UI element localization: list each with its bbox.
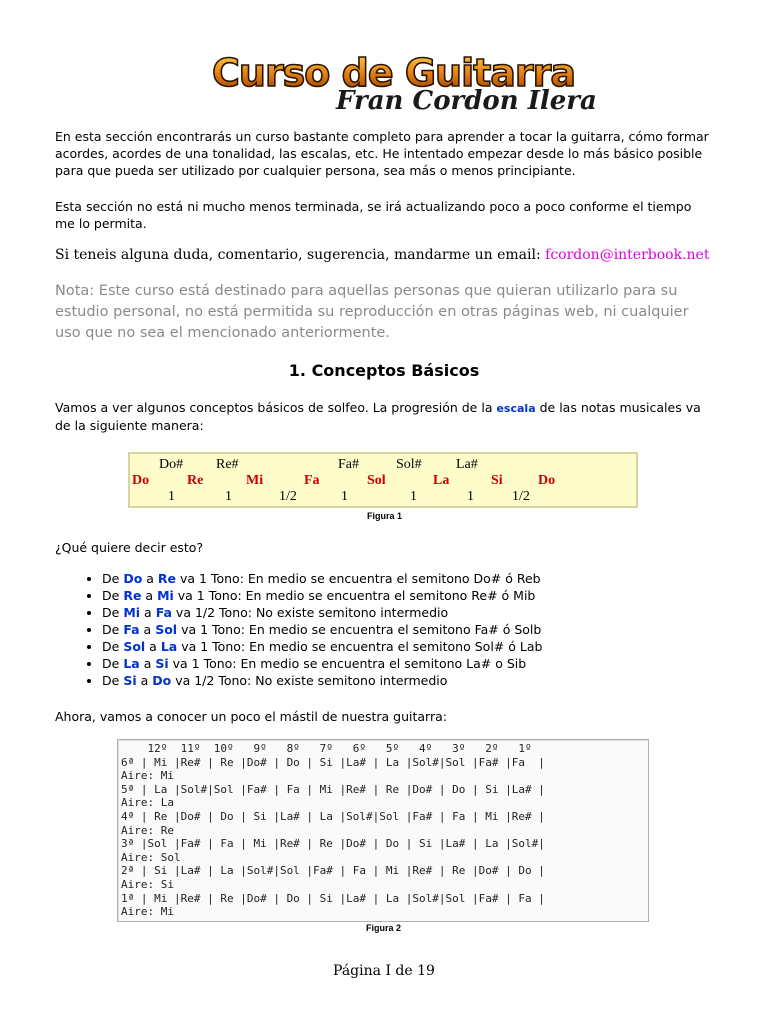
scale-table xyxy=(128,452,638,508)
natural-note: Fa xyxy=(304,473,320,488)
intro-paragraph-1: En esta sección encontrarás un curso bastante completo para aprender a tocar la guitarra, cómo formar acordes, acordes de una tonalidad, las escalas, etc. He intentado empezar desde lo más básico posible para que pueda ser utilizado por cualquier persona, sea más o menos principiante. xyxy=(55,129,709,178)
logo-title: Curso de Guitarra xyxy=(212,51,576,95)
usage-note: Nota: Este curso está destinado para aquellas personas que quieran utilizarlo para su estudio personal, no está permitida su reproducción en otras páginas web, ni cualquier uso que no sea el mencionado anteriormente. xyxy=(55,283,689,341)
fretboard-text xyxy=(118,740,648,919)
sharp-note: Do# xyxy=(159,457,184,472)
figure-2-caption: Figura 2 xyxy=(366,923,402,933)
section-title: 1. Conceptos Básicos xyxy=(288,361,480,380)
fret-header: 12º 11º 10º 9º 8º 7º 6º 5º 4º 3º 2º 1º xyxy=(121,742,532,755)
string-6: 6ª | Mi |Re# | Re |Do# | Do | Si |La# | La |Sol#|Sol |Fa# |Fa | xyxy=(121,755,545,769)
fretboard-diagram xyxy=(117,739,649,922)
open-string-5: Aire: La xyxy=(121,796,174,810)
sharp-note: Fa# xyxy=(338,457,359,472)
question: ¿Qué quiere decir esto? xyxy=(55,540,204,555)
interval-value: 1 xyxy=(467,489,474,504)
interval-value: 1 xyxy=(410,489,417,504)
list-item: • De Si a Do va 1/2 Tono: No existe semitono intermedio xyxy=(102,672,542,689)
interval-value: 1 xyxy=(225,489,232,504)
list-item: • De Sol a La va 1 Tono: En medio se encuentra el semitono Sol# ó Lab xyxy=(102,638,542,655)
list-item: • De Do a Re va 1 Tono: En medio se encuentra el semitono Do# ó Reb xyxy=(102,570,542,587)
logo-author: Fran Cordon Ilera xyxy=(336,86,597,116)
contact-text: Si teneis alguna duda, comentario, sugerencia, mandarme un email: xyxy=(55,247,541,263)
string-5: 5ª | La |Sol#|Sol |Fa# | Fa | Mi |Re# | Re |Do# | Do | Si |La# | xyxy=(121,782,545,796)
contact-line xyxy=(55,247,715,264)
section-intro-text-2: de las notas musicales va de la siguiente manera: xyxy=(55,400,701,433)
section-intro xyxy=(55,399,715,434)
interval-explanations xyxy=(72,570,542,689)
open-string-1: Aire: Mi xyxy=(121,905,174,919)
natural-note: Do xyxy=(132,473,150,488)
email-link[interactable]: fcordon@interbook.net xyxy=(545,247,710,263)
interval-value: 1/2 xyxy=(512,489,530,504)
fretboard-intro: Ahora, vamos a conocer un poco el mástil de nuestra guitarra: xyxy=(55,709,447,724)
string-4: 4ª | Re |Do# | Do | Si |La# | La |Sol#|Sol |Fa# | Fa | Mi |Re# | xyxy=(121,809,545,823)
interval-value: 1 xyxy=(341,489,348,504)
list-item: • De Re a Mi va 1 Tono: En medio se encuentra el semitono Re# ó Mib xyxy=(102,587,542,604)
sharp-note: La# xyxy=(456,457,478,472)
section-intro-text: Vamos a ver algunos conceptos básicos de solfeo. La progresión de la xyxy=(55,400,493,415)
escala-link[interactable]: escala xyxy=(496,402,536,415)
sharp-note: Sol# xyxy=(396,457,422,472)
open-string-2: Aire: Si xyxy=(121,877,174,891)
page-number: Página I de 19 xyxy=(333,963,435,979)
intro-paragraph-2: Esta sección no está ni mucho menos terminada, se irá actualizando poco a poco conforme el tiempo me lo permita. xyxy=(55,199,692,231)
natural-note: Re xyxy=(187,473,204,488)
open-string-3: Aire: Sol xyxy=(121,850,181,864)
sharp-note: Re# xyxy=(216,457,239,472)
natural-note: Mi xyxy=(246,473,264,488)
figure-1-caption: Figura 1 xyxy=(367,511,403,521)
string-2: 2ª | Si |La# | La |Sol#|Sol |Fa# | Fa | Mi |Re# | Re |Do# | Do | xyxy=(121,864,545,878)
list-item: • De Fa a Sol va 1 Tono: En medio se encuentra el semitono Fa# ó Solb xyxy=(102,621,542,638)
list-item: • De La a Si va 1 Tono: En medio se encuentra el semitono La# o Sib xyxy=(102,655,542,672)
string-1: 1ª | Mi |Re# | Re |Do# | Do | Si |La# | La |Sol#|Sol |Fa# | Fa | xyxy=(121,891,545,905)
interval-value: 1/2 xyxy=(279,489,297,504)
course-logo xyxy=(208,51,597,116)
string-3: 3ª |Sol |Fa# | Fa | Mi |Re# | Re |Do# | Do | Si |La# | La |Sol#| xyxy=(121,837,545,851)
interval-value: 1 xyxy=(168,489,175,504)
open-string-6: Aire: Mi xyxy=(121,769,174,783)
natural-note: Si xyxy=(491,473,503,488)
natural-note: Sol xyxy=(367,473,386,488)
open-string-4: Aire: Re xyxy=(121,823,174,837)
list-item: • De Mi a Fa va 1/2 Tono: No existe semitono intermedio xyxy=(102,604,542,621)
natural-note: La xyxy=(433,473,450,488)
natural-note: Do xyxy=(538,473,556,488)
